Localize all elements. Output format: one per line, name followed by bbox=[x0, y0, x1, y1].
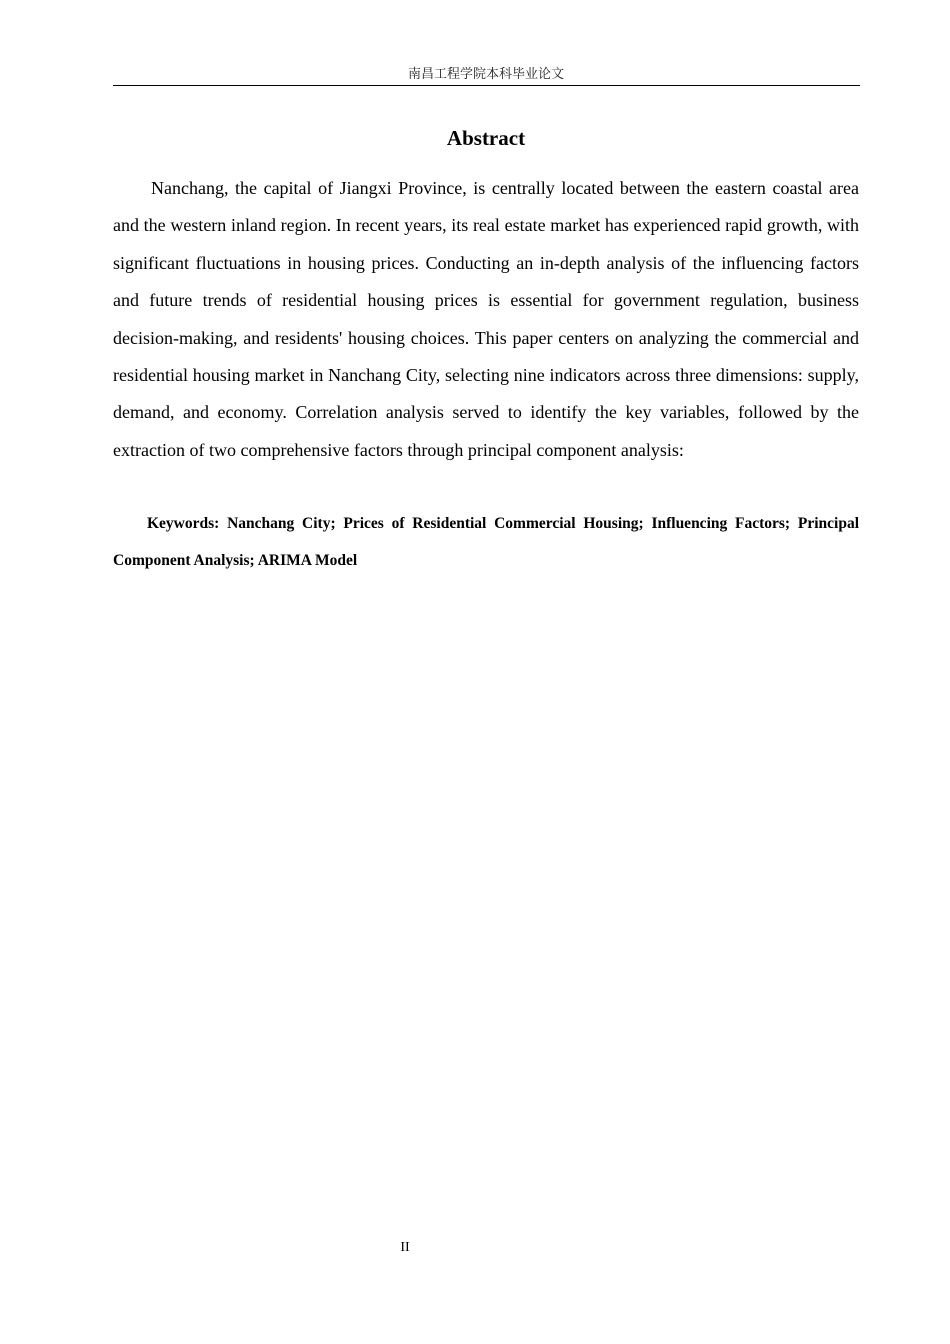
running-header: 南昌工程学院本科毕业论文 bbox=[407, 67, 564, 82]
abstract-title: Abstract bbox=[446, 126, 526, 150]
abstract-body: Nanchang, the capital of Jiangxi Province, is centrally located between the eastern coastal area and the western inland region. In recent years, its real estate market has experienced rapid growth, with significant fluctuations in housing prices. Conducting an in-depth analysis of the influencing factors and future trends of residential housing prices is essential for government regulation, business decision-making, and residents' housing choices. This paper centers on analyzing the commercial and residential housing market in Nanchang City, selecting nine indicators across three dimensions: supply, demand, and economy. Correlation analysis served to identify the key variables, followed by the extraction of two comprehensive factors through principal component analysis: bbox=[113, 178, 859, 460]
page-number: II bbox=[400, 1240, 410, 1255]
header-divider bbox=[113, 85, 860, 86]
keywords-paragraph: Keywords: Nanchang City; Prices of Residential Commercial Housing; Influencing Factors; Principal Component Analysis; ARIMA Model bbox=[113, 515, 859, 569]
